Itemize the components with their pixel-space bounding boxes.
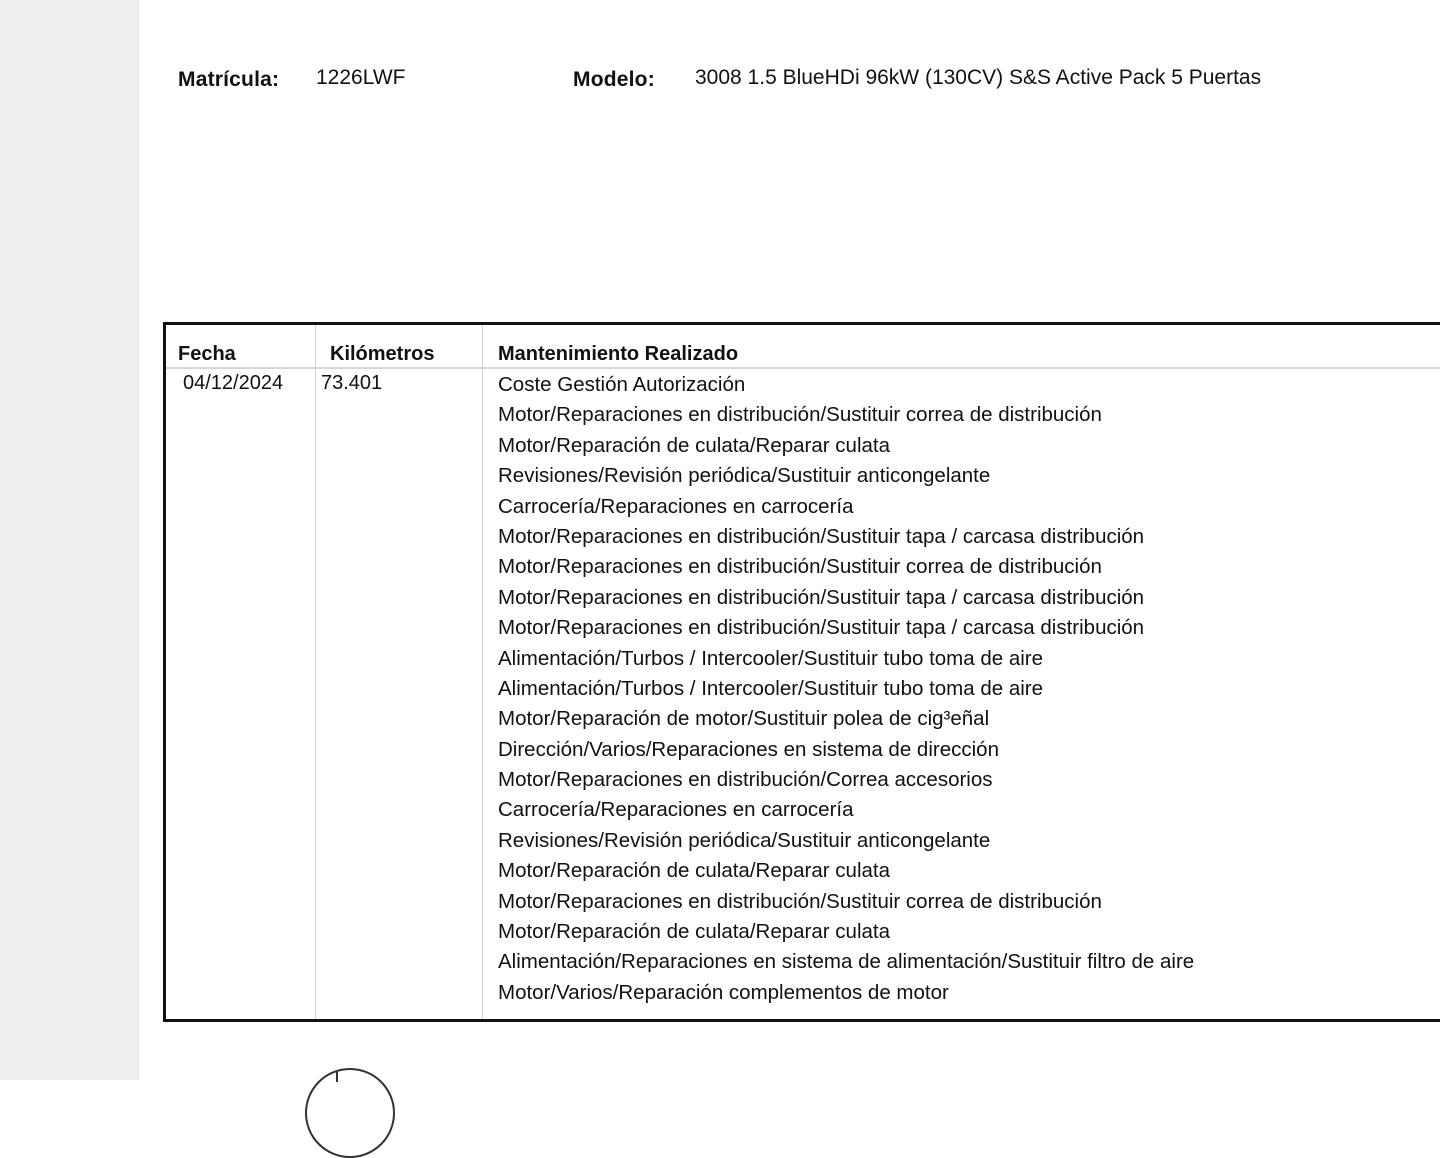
list-item: Motor/Reparación de culata/Reparar culata xyxy=(498,920,890,944)
column-separator xyxy=(315,325,316,1019)
maintenance-table xyxy=(163,322,1440,1022)
list-item: Alimentación/Turbos / Intercooler/Sustituir tubo toma de aire xyxy=(498,676,1044,700)
list-item: Motor/Reparaciones en distribución/Sustituir correa de distribución xyxy=(498,403,1102,427)
model-label: Modelo: xyxy=(573,68,655,91)
list-item: Motor/Reparación de culata/Reparar culata xyxy=(498,433,890,457)
list-item: Coste Gestión Autorización xyxy=(498,373,746,396)
model-value: 3008 1.5 BlueHDi 96kW (130CV) S&S Active Pack 5 Puertas xyxy=(695,66,1262,89)
list-item: Motor/Reparaciones en distribución/Sustituir tapa / carcasa distribución xyxy=(498,524,1145,548)
column-separator xyxy=(482,325,483,1019)
viewer-left-gutter xyxy=(0,0,139,1080)
list-item: Carrocería/Reparaciones en carrocería xyxy=(498,494,854,518)
plate-label: Matrícula: xyxy=(178,68,280,91)
list-item: Revisiones/Revisión periódica/Sustituir anticongelante xyxy=(498,464,991,488)
column-header-km: Kilómetros xyxy=(330,343,435,365)
list-item: Motor/Reparaciones en distribución/Sustituir correa de distribución xyxy=(498,555,1102,579)
list-item: Carrocería/Reparaciones en carrocería xyxy=(498,798,854,822)
header-rule xyxy=(166,367,1440,369)
list-item: Motor/Varios/Reparación complementos de motor xyxy=(498,980,949,1004)
list-item: Motor/Reparaciones en distribución/Correa accesorios xyxy=(498,768,993,792)
stamp-seal xyxy=(305,1068,395,1158)
list-item: Motor/Reparación de motor/Sustituir polea de cig³eñal xyxy=(498,707,990,731)
list-item: Alimentación/Turbos / Intercooler/Sustituir tubo toma de aire xyxy=(498,646,1044,670)
list-item: Revisiones/Revisión periódica/Sustituir anticongelante xyxy=(498,828,991,852)
list-item: Motor/Reparaciones en distribución/Sustituir tapa / carcasa distribución xyxy=(498,616,1145,640)
list-item: Alimentación/Reparaciones en sistema de alimentación/Sustituir filtro de aire xyxy=(498,950,1195,974)
row-km: 73.401 xyxy=(321,372,383,394)
row-date: 04/12/2024 xyxy=(183,372,284,394)
maintenance-task-list xyxy=(498,370,1194,1008)
plate-value: 1226LWF xyxy=(316,66,406,89)
list-item: Motor/Reparaciones en distribución/Sustituir correa de distribución xyxy=(498,889,1102,913)
column-header-date: Fecha xyxy=(178,343,236,365)
list-item: Dirección/Varios/Reparaciones en sistema de dirección xyxy=(498,737,999,761)
list-item: Motor/Reparaciones en distribución/Sustituir tapa / carcasa distribución xyxy=(498,585,1145,609)
column-header-maintenance: Mantenimiento Realizado xyxy=(498,343,739,365)
list-item: Motor/Reparación de culata/Reparar culata xyxy=(498,859,890,883)
stamp-mark xyxy=(336,1072,338,1082)
